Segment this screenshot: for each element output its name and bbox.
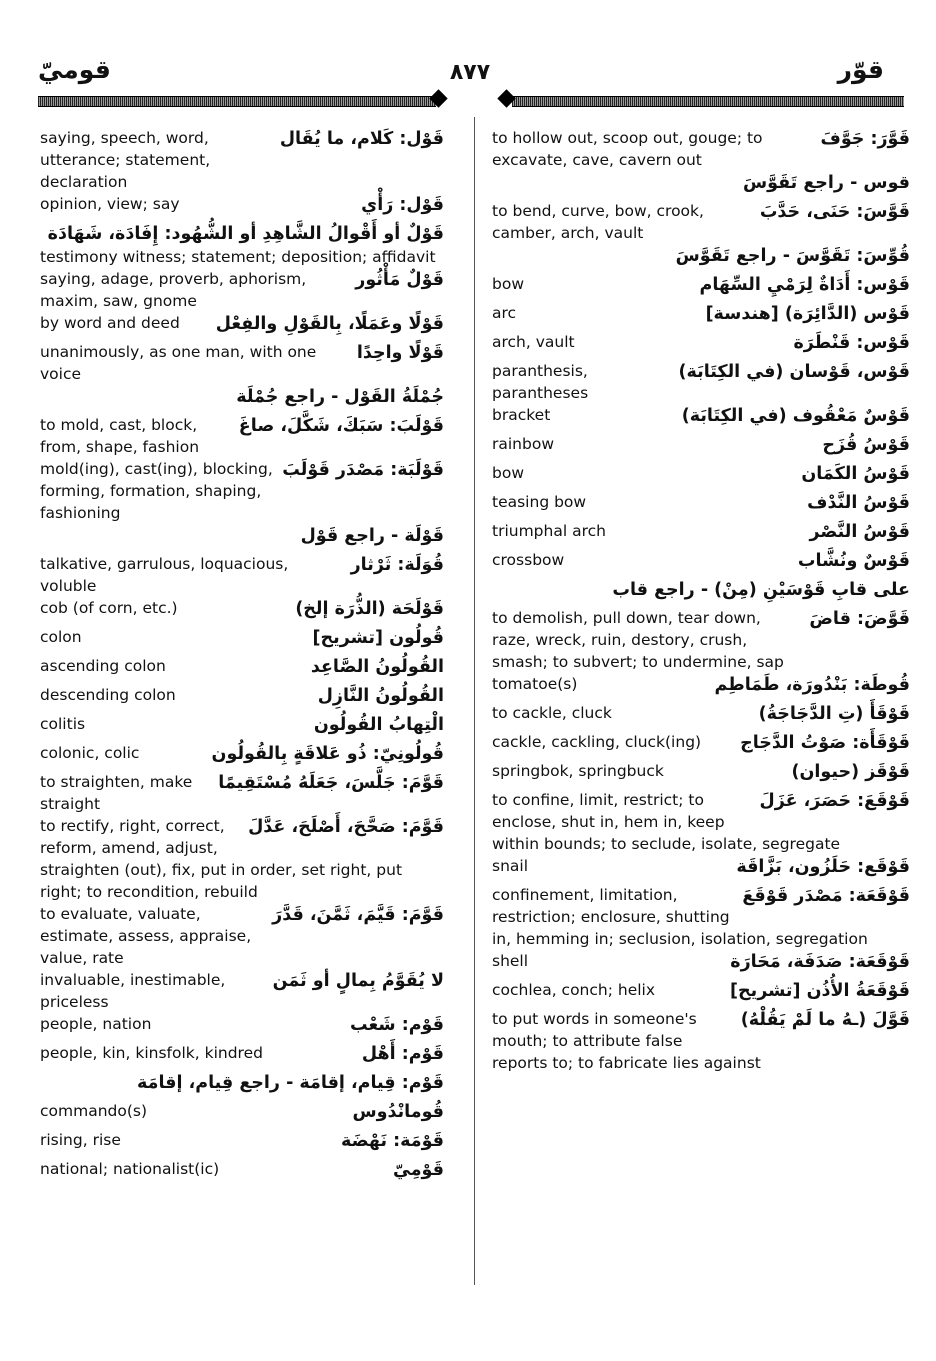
english-definition: to hollow out, scoop out, gouge; to excavate, cave, cavern out	[492, 129, 763, 169]
column-divider	[474, 117, 475, 1285]
arabic-headword: قَوْم: قِيام، إقامَة - راجع قِيام، إقامَة	[137, 1073, 444, 1093]
english-definition: confinement, limitation, restriction; enclosure, shutting in, hemming in; seclusion, isolation, segregation	[492, 886, 868, 948]
dictionary-entry	[492, 578, 910, 607]
arabic-headword: قُوطَة: بَنْدُورَة، طَمَاطِم	[714, 675, 910, 695]
english-definition: bow	[492, 275, 524, 293]
english-definition: national; nationalist(ic)	[40, 1160, 220, 1178]
dictionary-entry	[40, 626, 444, 655]
dictionary-entry	[492, 200, 910, 244]
dictionary-entry	[40, 815, 444, 903]
english-definition: colitis	[40, 715, 86, 733]
dictionary-entry	[492, 360, 910, 404]
arabic-headword: قَوْسُ الكَمَان	[801, 464, 910, 484]
english-definition: bow	[492, 464, 524, 482]
arabic-headword: قَوْقَعَ: حَصَرَ، عَزَلَ	[759, 791, 910, 811]
english-definition: ascending colon	[40, 657, 166, 675]
arabic-headword: قَوْلَة - راجع قَوْل	[300, 526, 444, 546]
english-definition: triumphal arch	[492, 522, 606, 540]
english-definition: to straighten, make straight	[40, 773, 193, 813]
header-rule-left	[38, 96, 436, 107]
arabic-headword: قَوْلٌ مَأْثُور	[355, 270, 444, 290]
dictionary-entry	[492, 331, 910, 360]
english-definition: crossbow	[492, 551, 565, 569]
arabic-headword: قَوْقَأَ (تِ الدَّجَاجَةُ)	[758, 704, 910, 724]
arabic-headword: قَوَّمَ: قَيَّمَ، ثَمَّنَ، قَدَّرَ	[272, 905, 444, 925]
dictionary-entry	[492, 607, 910, 673]
dictionary-entry	[492, 520, 910, 549]
arabic-headword: قَوَّسَ: حَنَى، حَدَّبَ	[759, 202, 910, 222]
dictionary-entry	[40, 1100, 444, 1129]
arabic-headword: قَوْقَأَة: صَوْتُ الدَّجَاج	[740, 733, 910, 753]
english-definition: saying, adage, proverb, aphorism, maxim, saw, gnome	[40, 270, 307, 310]
english-definition: to put words in someone's mouth; to attribute false reports to; to fabricate lies against	[492, 1010, 761, 1072]
dictionary-entry	[492, 855, 910, 884]
english-definition: colon	[40, 628, 82, 646]
dictionary-entry	[40, 458, 444, 524]
english-definition: rising, rise	[40, 1131, 121, 1149]
arabic-headword: قَوْل: رَأْي	[361, 195, 444, 215]
dictionary-entry	[40, 385, 444, 414]
arabic-headword: قَوْقَعَة: صَدَفَة، مَحَارَة	[730, 952, 910, 972]
header-rule-right	[512, 96, 904, 107]
arabic-headword: قَوَّمَ: صَحَّحَ، أَصْلَحَ، عَدَّلَ	[248, 817, 444, 837]
dictionary-entry	[492, 979, 910, 1008]
english-definition: saying, speech, word, utterance; statement, declaration	[40, 129, 211, 191]
dictionary-entry	[492, 950, 910, 979]
dictionary-entry	[40, 597, 444, 626]
english-definition: invaluable, inestimable, priceless	[40, 971, 226, 1011]
arabic-headword: الْتِهابُ القُولُون	[313, 715, 444, 735]
arabic-headword: قَوْلَحَة (الذُّرَة إلخ)	[295, 599, 444, 619]
english-definition: cackle, cackling, cluck(ing)	[492, 733, 702, 751]
arabic-headword: قَوْسٌ مَعْقُوف (في الكِتَابَة)	[681, 406, 910, 426]
arabic-headword: القُولُونُ النَّازِل	[317, 686, 444, 706]
dictionary-entry	[492, 731, 910, 760]
dictionary-entry	[40, 969, 444, 1013]
english-definition: to demolish, pull down, tear down, raze, wreck, ruin, destory, crush, smash; to subvert; to undermine, sap	[492, 609, 784, 671]
arabic-headword: قَوْلَبَة: مَصْدَر قَوْلَبَ	[282, 460, 444, 480]
dictionary-entry	[492, 244, 910, 273]
english-definition: opinion, view; say	[40, 195, 180, 213]
english-definition: cochlea, conch; helix	[492, 981, 656, 999]
arabic-headword: قَوْم: شَعْب	[350, 1015, 444, 1035]
dictionary-entry	[40, 684, 444, 713]
arabic-headword: قَوْلًا واحِدًا	[356, 343, 444, 363]
arabic-headword: جُمْلَةُ القَوْل - راجع جُمْلَة	[236, 387, 444, 407]
arabic-headword: قَوْم: أَهْل	[361, 1044, 444, 1064]
english-definition: arc	[492, 304, 517, 322]
dictionary-entry	[492, 1008, 910, 1074]
english-definition: cob (of corn, etc.)	[40, 599, 178, 617]
dictionary-entry	[492, 549, 910, 578]
dictionary-entry	[40, 268, 444, 312]
english-definition: mold(ing), cast(ing), blocking, forming, formation, shaping, fashioning	[40, 460, 273, 522]
english-definition: testimony witness; statement; deposition; affidavit	[40, 248, 436, 266]
arabic-headword: قَوْس: قَنْطَرَة	[793, 333, 910, 353]
arabic-headword: قُوَلَة: ثَرْثار	[350, 555, 444, 575]
dictionary-entry	[492, 273, 910, 302]
english-definition: paranthesis, parantheses	[492, 362, 589, 402]
dictionary-entry	[40, 312, 444, 341]
dictionary-entry	[40, 222, 444, 268]
english-definition: people, kin, kinsfolk, kindred	[40, 1044, 263, 1062]
english-definition: shell	[492, 952, 529, 970]
arabic-headword: قَوْقَعَةُ الأُذُن [تشريح]	[730, 981, 910, 1001]
english-definition: to bend, curve, bow, crook, camber, arch, vault	[492, 202, 704, 242]
english-definition: to confine, limit, restrict; to enclose, shut in, hem in, keep within bounds; to seclude, isolate, segregate	[492, 791, 841, 853]
arabic-headword: قَوْقَعَة: مَصْدَر قَوْقَعَ	[742, 886, 910, 906]
dictionary-entry	[492, 884, 910, 950]
arabic-headword: قَوْقَز (حيوان)	[791, 762, 910, 782]
arabic-headword: قَوَّلَ (ـهُ ما لَمْ يَقُلْهُ)	[740, 1010, 910, 1030]
right-column	[492, 127, 910, 1074]
english-definition: to cackle, cluck	[492, 704, 612, 722]
english-definition: commando(s)	[40, 1102, 148, 1120]
english-definition: tomatoe(s)	[492, 675, 578, 693]
dictionary-entry	[40, 524, 444, 553]
english-definition: teasing bow	[492, 493, 587, 511]
english-definition: unanimously, as one man, with one voice	[40, 343, 317, 383]
english-definition: colonic, colic	[40, 744, 140, 762]
dictionary-entry	[40, 713, 444, 742]
english-definition: snail	[492, 857, 529, 875]
arabic-headword: قَوْس، قَوْسان (في الكِتَابَة)	[678, 362, 910, 382]
arabic-headword: قُومانْدُوس	[352, 1102, 444, 1122]
arabic-headword: قُولُون [تشريح]	[312, 628, 444, 648]
dictionary-entry	[492, 760, 910, 789]
dictionary-entry	[40, 903, 444, 969]
arabic-headword: قَوْمَة: نَهْضَة	[341, 1131, 444, 1151]
dictionary-entry	[492, 789, 910, 855]
dictionary-entry	[492, 302, 910, 331]
arabic-headword: قَوَّضَ: قاضَ	[809, 609, 910, 629]
dictionary-entry	[40, 1129, 444, 1158]
english-definition: arch, vault	[492, 333, 575, 351]
arabic-headword: قوس - راجع تَقَوَّسَ	[742, 173, 910, 193]
dictionary-entry	[40, 193, 444, 222]
header-left-word: قوميّ	[38, 55, 111, 84]
dictionary-entry	[492, 433, 910, 462]
english-definition: descending colon	[40, 686, 176, 704]
english-definition: by word and deed	[40, 314, 180, 332]
arabic-headword: قَوْسُ النَّصْر	[809, 522, 910, 542]
arabic-headword: على قابِ قَوْسَيْنِ (مِنْ) - راجع قاب	[612, 580, 910, 600]
dictionary-entry	[40, 1158, 444, 1187]
dictionary-entry	[492, 702, 910, 731]
dictionary-entry	[40, 742, 444, 771]
arabic-headword: لا يُقَوَّمُ بِمالٍ أو ثَمَن	[272, 971, 444, 991]
left-column	[40, 127, 444, 1187]
dictionary-entry	[40, 553, 444, 597]
page-number: ٨٧٧	[449, 60, 491, 85]
dictionary-entry	[492, 462, 910, 491]
arabic-headword: قَوْقَع: حَلَزُون، بَزَّاقَة	[736, 857, 910, 877]
dictionary-entry	[40, 341, 444, 385]
dictionary-entry	[492, 127, 910, 171]
dictionary-entry	[40, 1013, 444, 1042]
english-definition: talkative, garrulous, loquacious, voluble	[40, 555, 289, 595]
arabic-headword: قُوِّسَ: تَقَوَّسَ - راجع تَقَوَّسَ	[675, 246, 910, 266]
arabic-headword: قَوْس (الدَّائِرَة) [هندسة]	[705, 304, 910, 324]
arabic-headword: قَوْس: أَدَاةٌ لِرَمْيِ السِّهَام	[699, 275, 910, 295]
english-definition: springbok, springbuck	[492, 762, 664, 780]
arabic-headword: قَوْلٌ أو أَقْوالُ الشَّاهِدِ أو الشُّهُود: إِفَادَة، شَهَادَة	[47, 224, 444, 244]
dictionary-entry	[40, 414, 444, 458]
arabic-headword: قَوْسُ النَّدْف	[807, 493, 910, 513]
english-definition: bracket	[492, 406, 551, 424]
english-definition: to evaluate, valuate, estimate, assess, appraise, value, rate	[40, 905, 252, 967]
english-definition: to rectify, right, correct, reform, amend, adjust, straighten (out), fix, put in order, set right, put right; to recondition, rebuild	[40, 817, 403, 901]
dictionary-entry	[492, 673, 910, 702]
arabic-headword: القُولُونُ الصَّاعِد	[310, 657, 444, 677]
dictionary-entry	[40, 1042, 444, 1071]
dictionary-entry	[40, 771, 444, 815]
dictionary-entry	[492, 171, 910, 200]
arabic-headword: قَوَّمَ: جَلَّسَ، جَعَلَهُ مُسْتَقِيمًا	[218, 773, 444, 793]
arabic-headword: قَوْمِيّ	[393, 1160, 444, 1180]
dictionary-entry	[40, 655, 444, 684]
arabic-headword: قَوْسُ قُزَح	[822, 435, 910, 455]
arabic-headword: قَوَّرَ: جَوَّفَ	[820, 129, 910, 149]
dictionary-entry	[40, 127, 444, 193]
english-definition: rainbow	[492, 435, 554, 453]
arabic-headword: قَوْل: كَلام، ما يُقَال	[279, 129, 444, 149]
english-definition: to mold, cast, block, from, shape, fashion	[40, 416, 200, 456]
header-right-word: قوّر	[837, 55, 884, 84]
arabic-headword: قَوْسٌ ونُشَّاب	[797, 551, 910, 571]
arabic-headword: قَوْلَبَ: سَبَكَ، شَكَّلَ، صاغَ	[238, 416, 444, 436]
dictionary-entry	[492, 404, 910, 433]
dictionary-entry	[40, 1071, 444, 1100]
arabic-headword: قُولُونِيّ: ذُو عَلاقَةٍ بِالقُولُون	[211, 744, 444, 764]
english-definition: people, nation	[40, 1015, 152, 1033]
dictionary-entry	[492, 491, 910, 520]
arabic-headword: قَوْلًا وعَمَلًا، بِالقَوْلِ والفِعْل	[215, 314, 444, 334]
